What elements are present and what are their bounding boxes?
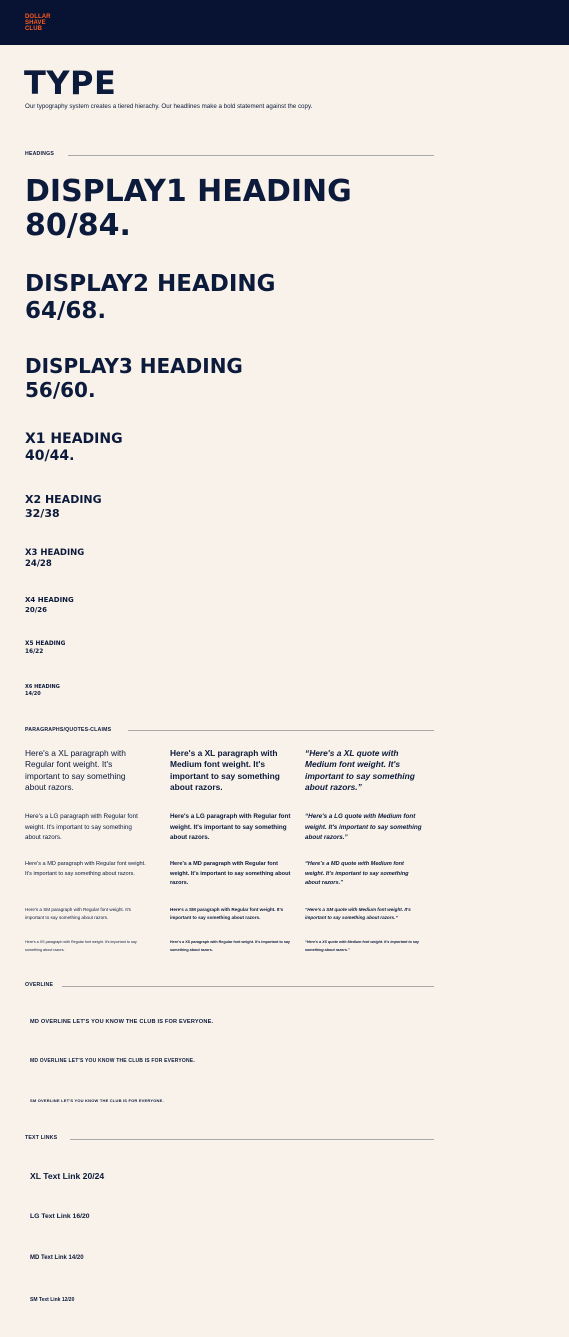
heading-spec: 24/28 bbox=[25, 559, 52, 569]
quote-sm: “Here's a SM quote with Medium font weight. It's important to say something about razors.” bbox=[305, 907, 411, 921]
heading-name: DISPLAY3 HEADING bbox=[25, 354, 243, 378]
heading-name: X3 HEADING bbox=[25, 548, 85, 558]
text-link-sm[interactable]: SM Text Link 12/20 bbox=[30, 1297, 75, 1303]
paragraph-md-medium: Here's a MD paragraph with Regular font weight. It's important to say something about razors. bbox=[170, 861, 291, 887]
paragraph-xl-medium: Here's a XL paragraph with Medium font weight. It's important to say something about razors. bbox=[170, 748, 280, 792]
heading-name: DISPLAY2 HEADING bbox=[25, 271, 276, 297]
heading-name: X4 HEADING bbox=[25, 596, 74, 604]
overline-sm: SM OVERLINE LET'S YOU KNOW THE CLUB IS FOR EVERYONE. bbox=[30, 1098, 164, 1103]
heading-spec: 56/60. bbox=[25, 378, 96, 402]
logo-line: CLUB bbox=[25, 26, 43, 32]
overline-md: MD OVERLINE LET'S YOU KNOW THE CLUB IS FOR EVERYONE. bbox=[30, 1019, 214, 1025]
display2-heading bbox=[25, 271, 276, 325]
page-title: TYPE bbox=[24, 64, 117, 102]
section-divider bbox=[70, 1139, 434, 1140]
heading-spec: 40/44. bbox=[25, 448, 75, 464]
text-link-xl[interactable]: XL Text Link 20/24 bbox=[30, 1171, 105, 1181]
logo-line: SHAVE bbox=[25, 20, 46, 26]
heading-name: DISPLAY1 HEADING bbox=[25, 174, 352, 209]
section-label-paragraphs: PARAGRAPHS/QUOTES-CLAIMS bbox=[25, 727, 112, 733]
x2-heading bbox=[25, 493, 102, 521]
section-divider bbox=[128, 730, 434, 731]
top-bar bbox=[0, 0, 569, 45]
section-label-text-links: TEXT LINKS bbox=[25, 1135, 58, 1141]
x6-heading bbox=[25, 684, 60, 698]
heading-spec: 14/20 bbox=[25, 691, 41, 697]
paragraph-lg-medium: Here's a LG paragraph with Regular font weight. It's important to say something about razors. bbox=[170, 813, 291, 841]
paragraph-lg-regular: Here's a LG paragraph with Regular font weight. It's important to say something about razors. bbox=[25, 813, 138, 841]
heading-spec: 16/22 bbox=[25, 649, 44, 655]
section-divider bbox=[62, 986, 434, 987]
text-link-lg[interactable]: LG Text Link 16/20 bbox=[30, 1213, 90, 1220]
x3-heading bbox=[25, 548, 84, 570]
overline-md: MD OVERLINE LET'S YOU KNOW THE CLUB IS FOR EVERYONE. bbox=[30, 1058, 195, 1064]
logo-line: DOLLAR bbox=[25, 14, 51, 20]
paragraph-sm-regular: Here's a SM paragraph with Regular font weight. It's important to say something about razors. bbox=[25, 907, 131, 921]
quote-md: “Here's a MD quote with Medium font weight. It's important to say something about razors.” bbox=[305, 861, 409, 887]
heading-name: X1 HEADING bbox=[25, 431, 123, 447]
heading-spec: 64/68. bbox=[25, 298, 107, 324]
paragraph-xs-medium: Here's a XS paragraph with Regular font weight. It's important to say something about razors. bbox=[170, 940, 290, 952]
x4-heading bbox=[25, 595, 74, 615]
heading-spec: 32/38 bbox=[25, 507, 60, 520]
page-intro: Our typography system creates a tiered hierachy. Our headlines make a bold statement against the copy. bbox=[25, 103, 313, 110]
x1-heading bbox=[25, 431, 123, 465]
text-link-md[interactable]: MD Text Link 14/20 bbox=[30, 1255, 84, 1261]
section-divider bbox=[68, 155, 434, 156]
heading-name: X5 HEADING bbox=[25, 641, 66, 647]
quote-lg: “Here's a LG quote with Medium font weight. It's important to say something about razors.” bbox=[305, 813, 422, 841]
quote-xs: “Here's a XS quote with Medium font weight. It's important to say something about razors.” bbox=[305, 940, 420, 952]
heading-name: X6 HEADING bbox=[25, 684, 60, 690]
display1-heading bbox=[25, 175, 352, 243]
paragraph-xs-regular: Here's a XS paragraph with Regular font weight. It's important to say something about razors. bbox=[25, 940, 137, 952]
paragraph-sm-medium: Here's a SM paragraph with Regular font weight. It's important to say something about razors. bbox=[170, 907, 284, 921]
heading-spec: 20/26 bbox=[25, 606, 48, 614]
quote-xl: “Here's a XL quote with Medium font weight. It's important to say something about razors.” bbox=[305, 748, 415, 792]
heading-spec: 80/84. bbox=[25, 208, 131, 243]
paragraph-xl-regular: Here's a XL paragraph with Regular font weight. It's important to say something about razors. bbox=[25, 748, 126, 792]
display3-heading bbox=[25, 354, 243, 402]
x5-heading bbox=[25, 640, 65, 656]
heading-name: X2 HEADING bbox=[25, 493, 102, 506]
section-label-headings: HEADINGS bbox=[25, 151, 54, 157]
section-label-overline: OVERLINE bbox=[25, 982, 54, 988]
paragraph-md-regular: Here's a MD paragraph with Regular font weight. It's important to say something about razors. bbox=[25, 861, 146, 877]
brand-logo[interactable] bbox=[25, 14, 51, 32]
